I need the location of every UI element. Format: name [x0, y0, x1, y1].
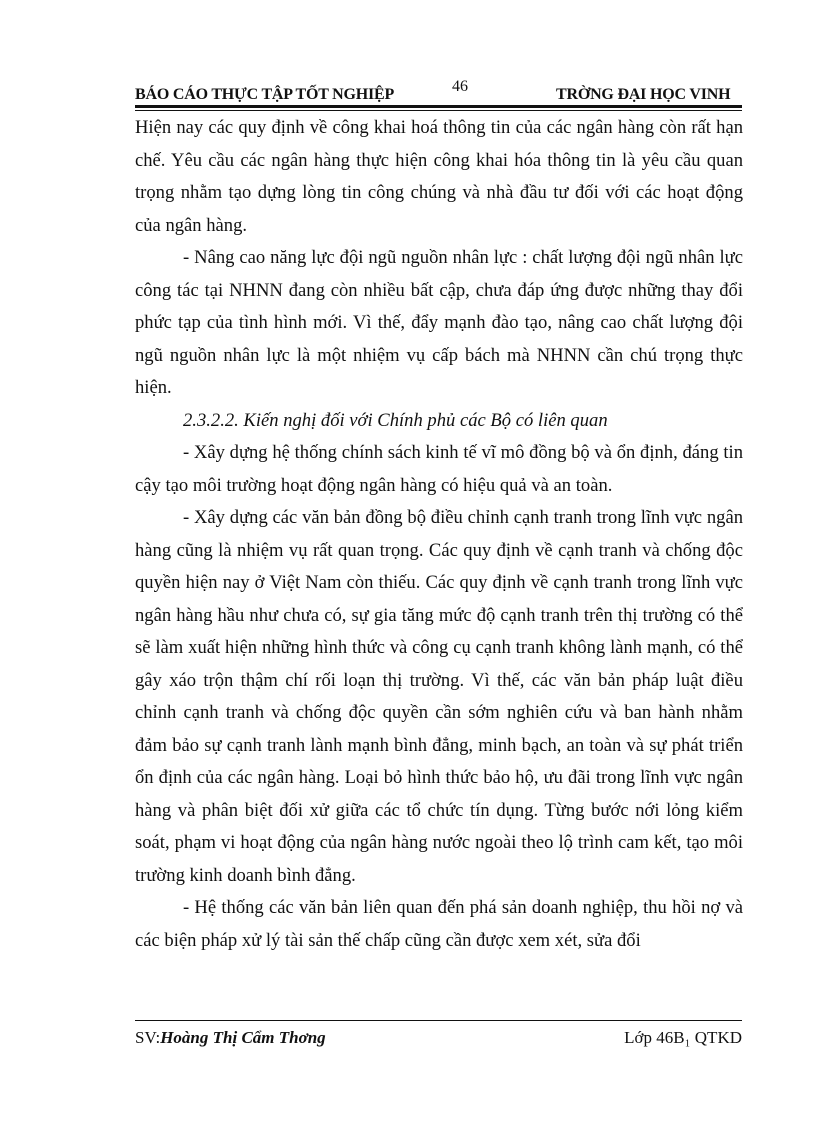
report-title-header: BÁO CÁO THỰC TẬP TỐT NGHIỆP: [135, 86, 395, 103]
body-paragraph: - Hệ thống các văn bản liên quan đến phá sản doanh nghiệp, thu hồi nợ và các biện pháp xử lý tài sản thế chấp cũng cần được xem xét, sửa đổi: [135, 897, 743, 951]
header-divider-thin: [135, 110, 742, 111]
footer-student-name: Hoàng Thị Cẩm Thơng: [160, 1028, 326, 1047]
university-header: TRỜNG ĐẠI HỌC VINH: [556, 86, 731, 103]
header-divider-thick: [135, 105, 742, 108]
footer-divider: [135, 1020, 742, 1021]
footer-class: Lớp 46B₁ QTKD: [624, 1028, 742, 1047]
page-body: [135, 112, 743, 957]
body-paragraph: Hiện nay các quy định về công khai hoá thông tin của các ngân hàng còn rất hạn chế. Yêu cầu các ngân hàng thực hiện công khai hóa thông tin là yêu cầu quan trọng nhằm tạo dựng lòng tin công chúng và nhà đầu tư đối với các hoạt động của ngân hàng.: [135, 117, 743, 236]
page-number: 46: [452, 78, 468, 95]
footer-student: [135, 1028, 326, 1048]
body-paragraph: - Nâng cao năng lực đội ngũ nguồn nhân lực : chất lượng đội ngũ nhân lực công tác tại NHNN đang còn nhiều bất cập, chưa đáp ứng được những thay đổi phức tạp của tình hình mới. Vì thế, đẩy mạnh đào tạo, nâng cao chất lượng đội ngũ nguồn nhân lực là một nhiệm vụ cấp bách mà NHNN cần chú trọng thực hiện.: [135, 247, 743, 398]
body-paragraph: - Xây dựng các văn bản đồng bộ điều chỉnh cạnh tranh trong lĩnh vực ngân hàng cũng là nhiệm vụ rất quan trọng. Các quy định về cạnh tranh và chống độc quyền hiện nay ở Việt Nam còn thiếu. Các quy định về cạnh tranh trong lĩnh vực ngân hàng hầu như chưa có, sự gia tăng mức độ cạnh tranh trên thị trường có thể sẽ làm xuất hiện những hình thức và công cụ cạnh tranh không lành mạnh, có thể gây xáo trộn thậm chí rối loạn thị trường. Vì thế, các văn bản pháp luật điều chỉnh cạnh tranh và chống độc quyền cần sớm nghiên cứu và ban hành nhằm đảm bảo sự cạnh tranh lành mạnh bình đẳng, minh bạch, an toàn và sự phát triển ổn định của các ngân hàng. Loại bỏ hình thức bảo hộ, ưu đãi trong lĩnh vực ngân hàng và phân biệt đối xử giữa các tổ chức tín dụng. Từng bước nới lỏng kiểm soát, phạm vi hoạt động của ngân hàng nước ngoài theo lộ trình cam kết, tạo môi trường kinh doanh bình đẳng.: [135, 507, 743, 886]
body-paragraph: - Xây dựng hệ thống chính sách kinh tế vĩ mô đồng bộ và ổn định, đáng tin cậy tạo môi trường hoạt động ngân hàng có hiệu quả và an toàn.: [135, 442, 743, 496]
footer-student-prefix: SV:: [135, 1028, 161, 1047]
section-heading: 2.3.2.2. Kiến nghị đối với Chính phủ các Bộ có liên quan: [183, 409, 608, 431]
